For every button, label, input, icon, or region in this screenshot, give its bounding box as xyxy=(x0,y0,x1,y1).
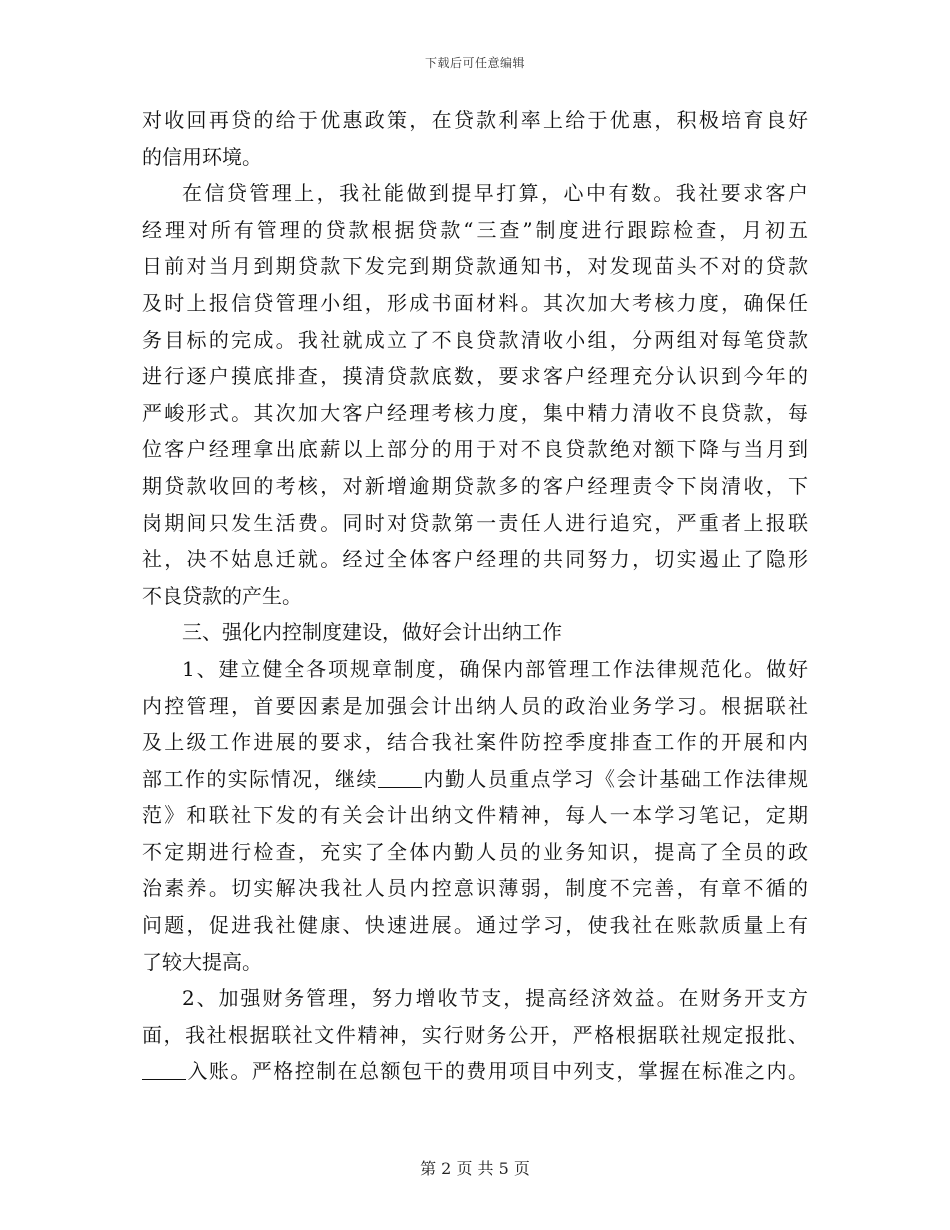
text-segment: 部工作的实际情况，继续 xyxy=(142,766,378,791)
text-line: 面，我社根据联社文件精神，实行财务公开，严格根据联社规定报批、 xyxy=(142,1022,808,1047)
text-line: 经理对所有管理的贷款根据贷款“三查”制度进行跟踪检查，月初五 xyxy=(142,217,808,242)
text-line: 进行逐户摸底排查，摸清贷款底数，要求客户经理充分认识到今年的 xyxy=(142,364,808,389)
text-line: 治素养。切实解决我社人员内控意识薄弱，制度不完善，有章不循的 xyxy=(142,876,808,901)
document-body xyxy=(142,102,808,1090)
text-line: 1、建立健全各项规章制度，确保内部管理工作法律规范化。做好 xyxy=(182,656,808,681)
text-line: 及时上报信贷管理小组，形成书面材料。其次加大考核力度，确保任 xyxy=(142,290,808,315)
text-line: 社，决不姑息迁就。经过全体客户经理的共同努力，切实遏止了隐形 xyxy=(142,547,808,572)
text-line: 对收回再贷的给于优惠政策，在贷款利率上给于优惠，积极培育良好 xyxy=(142,108,808,132)
text-line: 内控管理，首要因素是加强会计出纳人员的政治业务学习。根据联社 xyxy=(142,693,808,718)
text-line: 期贷款收回的考核，对新增逾期贷款多的客户经理责令下岗清收，下 xyxy=(142,473,808,498)
text-line: 的信用环境。 xyxy=(142,144,262,169)
page-number: 第 2 页 共 5 页 xyxy=(420,1159,530,1178)
text-line: 了较大提高。 xyxy=(142,949,262,974)
text-segment: 内勤人员重点学习《会计基础工作法律规 xyxy=(421,766,809,791)
text-line: 2、加强财务管理，努力增收节支，提高经济效益。在财务开支方 xyxy=(182,986,808,1011)
text-line: 位客户经理拿出底薪以上部分的用于对不良贷款绝对额下降与当月到 xyxy=(142,437,808,462)
text-segment: 入账。严格控制在总额包干的费用项目中列支，掌握在标准之内。 xyxy=(186,1059,808,1084)
text-line: 范》和联社下发的有关会计出纳文件精神，每人一本学习笔记，定期 xyxy=(142,803,808,828)
page-header: 下载后可任意编辑 xyxy=(424,56,525,70)
text-line: 岗期间只发生活费。同时对贷款第一责任人进行追究，严重者上报联 xyxy=(142,510,808,535)
section-heading: 三、强化内控制度建设，做好会计出纳工作 xyxy=(182,620,562,645)
text-line: 在信贷管理上，我社能做到提早打算，心中有数。我社要求客户 xyxy=(182,181,808,206)
text-line: 日前对当月到期贷款下发完到期贷款通知书，对发现苗头不对的贷款 xyxy=(142,254,808,279)
text-line: 严峻形式。其次加大客户经理考核力度，集中精力清收不良贷款，每 xyxy=(142,400,808,425)
text-line: 及上级工作进展的要求，结合我社案件防控季度排查工作的开展和内 xyxy=(142,730,808,755)
text-line: 不定期进行检查，充实了全体内勤人员的业务知识，提高了全员的政 xyxy=(142,839,808,864)
text-line: 务目标的完成。我社就成立了不良贷款清收小组，分两组对每笔贷款 xyxy=(142,327,808,352)
blank-underline xyxy=(142,1059,186,1080)
text-line xyxy=(142,1053,808,1090)
text-line: 问题，促进我社健康、快速进展。通过学习，使我社在账款质量上有 xyxy=(142,913,808,938)
text-line: 不良贷款的产生。 xyxy=(142,583,302,608)
blank-underline xyxy=(378,767,422,788)
text-line xyxy=(142,761,808,798)
